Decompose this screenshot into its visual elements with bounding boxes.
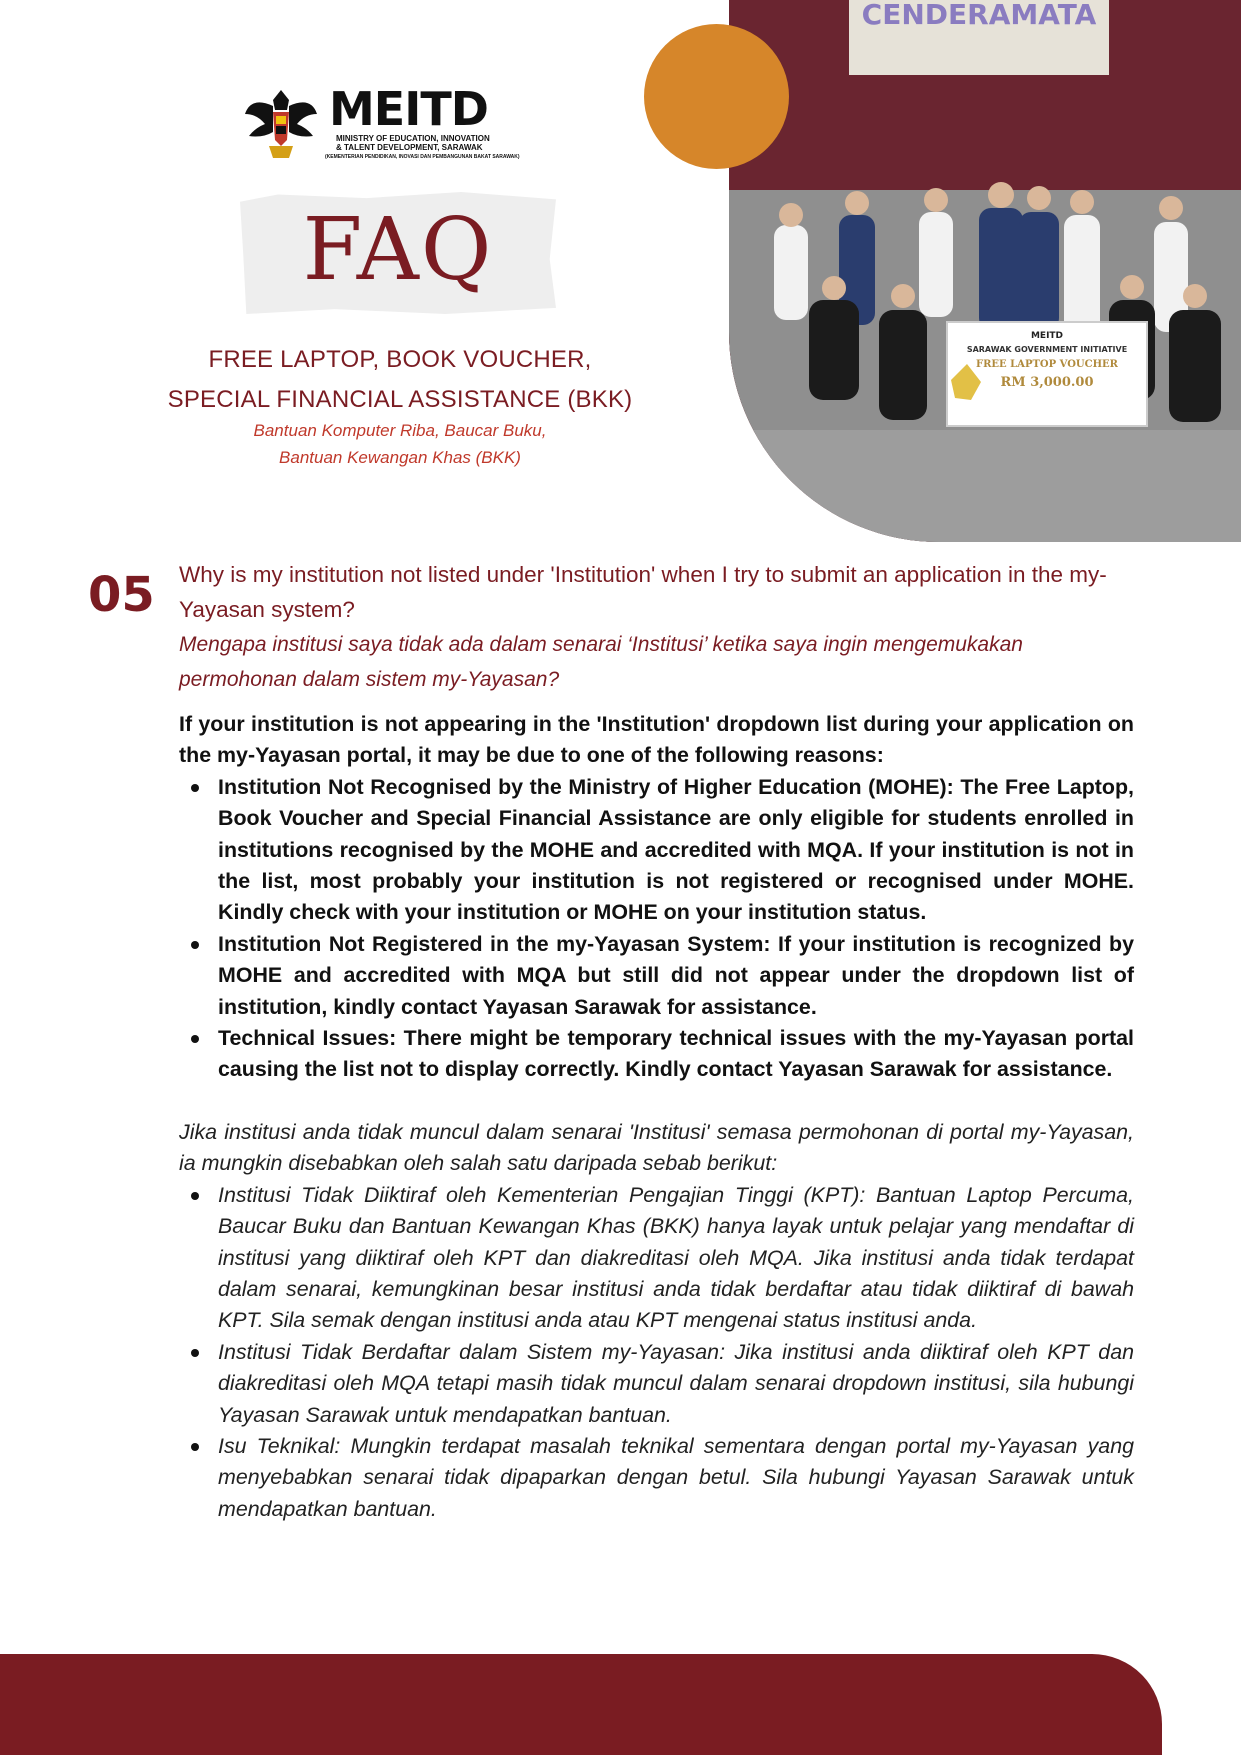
page-title: FAQ — [302, 200, 494, 300]
list-item: Institusi Tidak Berdaftar dalam Sistem my-Yayasan: Jika institusi anda diiktiraf oleh KPT dan diakreditasi oleh MQA tetapi masih tidak muncul dalam senarai dropdown institusi, sila hubungi Yayasan Sarawak untuk mendapatkan bantuan. — [218, 1337, 1134, 1431]
event-photo — [729, 0, 1241, 542]
malay-line1: Bantuan Komputer Riba, Baucar Buku, — [253, 421, 547, 440]
answer-malay — [179, 1117, 1134, 1525]
answer-english-list — [179, 772, 1134, 1086]
cheque-line1: SARAWAK GOVERNMENT INITIATIVE — [966, 345, 1128, 354]
cheque-line2: FREE LAPTOP VOUCHER — [976, 359, 1118, 370]
footer-band — [0, 1654, 1162, 1755]
logo-wordmark: MEITD — [329, 82, 488, 136]
subtitle-line1: FREE LAPTOP, BOOK VOUCHER, — [208, 346, 592, 373]
logo-line1: MINISTRY OF EDUCATION, INNOVATION — [336, 134, 490, 143]
answer-content — [179, 709, 1134, 1525]
question-number: 05 — [88, 567, 155, 623]
question-english: Why is my institution not listed under 'Institution' when I try to submit an application in the my-Yayasan system? — [179, 562, 1107, 622]
subtitle-malay — [140, 417, 660, 471]
malay-line2: Bantuan Kewangan Khas (BKK) — [279, 448, 521, 467]
list-item: Technical Issues: There might be temporary technical issues with the my-Yayasan portal causing the list not to display correctly. Kindly contact Yayasan Sarawak for assistance. — [218, 1023, 1134, 1086]
logo-line3: (KEMENTERIAN PENDIDIKAN, INOVASI DAN PEMBANGUNAN BAKAT SARAWAK) — [325, 154, 520, 160]
subtitle-english — [140, 340, 660, 420]
cheque-amount: RM 3,000.00 — [1000, 375, 1094, 390]
orange-circle-decoration — [644, 24, 789, 169]
list-item: Institution Not Recognised by the Ministry of Higher Education (MOHE): The Free Laptop, Book Voucher and Special Financial Assistance are only eligible for students enrolled in institutions recognised by the MOHE and accredited with MQA. If your institution is not in the list, most probably your institution is not registered or recognised under MOHE. Kindly check with your institution or MOHE on your institution status. — [218, 772, 1134, 929]
answer-english — [179, 709, 1134, 1086]
cheque-logo: MEITD — [1030, 331, 1064, 341]
logo-line2: & TALENT DEVELOPMENT, SARAWAK — [336, 143, 483, 152]
answer-english-intro: If your institution is not appearing in the 'Institution' dropdown list during your application on the my-Yayasan portal, it may be due to one of the following reasons: — [179, 712, 1134, 768]
sarawak-crest-icon — [243, 84, 319, 164]
subtitle-line2: SPECIAL FINANCIAL ASSISTANCE (BKK) — [167, 386, 633, 413]
event-photo-image — [729, 0, 1241, 542]
answer-malay-intro: Jika institusi anda tidak muncul dalam senarai 'Institusi' semasa permohonan di portal my-Yayasan, ia mungkin disebabkan oleh salah satu daripada sebab berikut: — [179, 1119, 1134, 1176]
list-item: Isu Teknikal: Mungkin terdapat masalah teknikal sementara dengan portal my-Yayasan yang menyebabkan senarai tidak dipaparkan dengan betul. Sila hubungi Yayasan Sarawak untuk mendapatkan bantuan. — [218, 1431, 1134, 1525]
logo-ministry-name — [336, 134, 526, 152]
list-item: Institution Not Registered in the my-Yayasan System: If your institution is recognized by MOHE and accredited with MQA but still did not appear under the dropdown list of institution, kindly contact Yayasan Sarawak for assistance. — [218, 929, 1134, 1023]
answer-malay-list — [179, 1180, 1134, 1525]
ministry-logo — [243, 84, 523, 164]
list-item: Institusi Tidak Diiktiraf oleh Kementerian Pengajian Tinggi (KPT): Bantuan Laptop Percuma, Baucar Buku dan Bantuan Kewangan Khas (BKK) hanya layak untuk pelajar yang mendaftar di institusi yang diiktiraf oleh KPT dan diakreditasi oleh MQA. Jika institusi anda tidak terdapat dalam senarai, kemungkinan besar institusi anda tidak berdaftar atau tidak diiktiraf di bawah KPT. Sila semak dengan institusi anda atau KPT mengenai status institusi anda. — [218, 1180, 1134, 1337]
question-malay: Mengapa institusi saya tidak ada dalam senarai ‘Institusi’ ketika saya ingin mengemukakan permohonan dalam sistem my-Yayasan? — [179, 633, 1023, 691]
banner-text: CENDERAMATA — [861, 0, 1097, 31]
